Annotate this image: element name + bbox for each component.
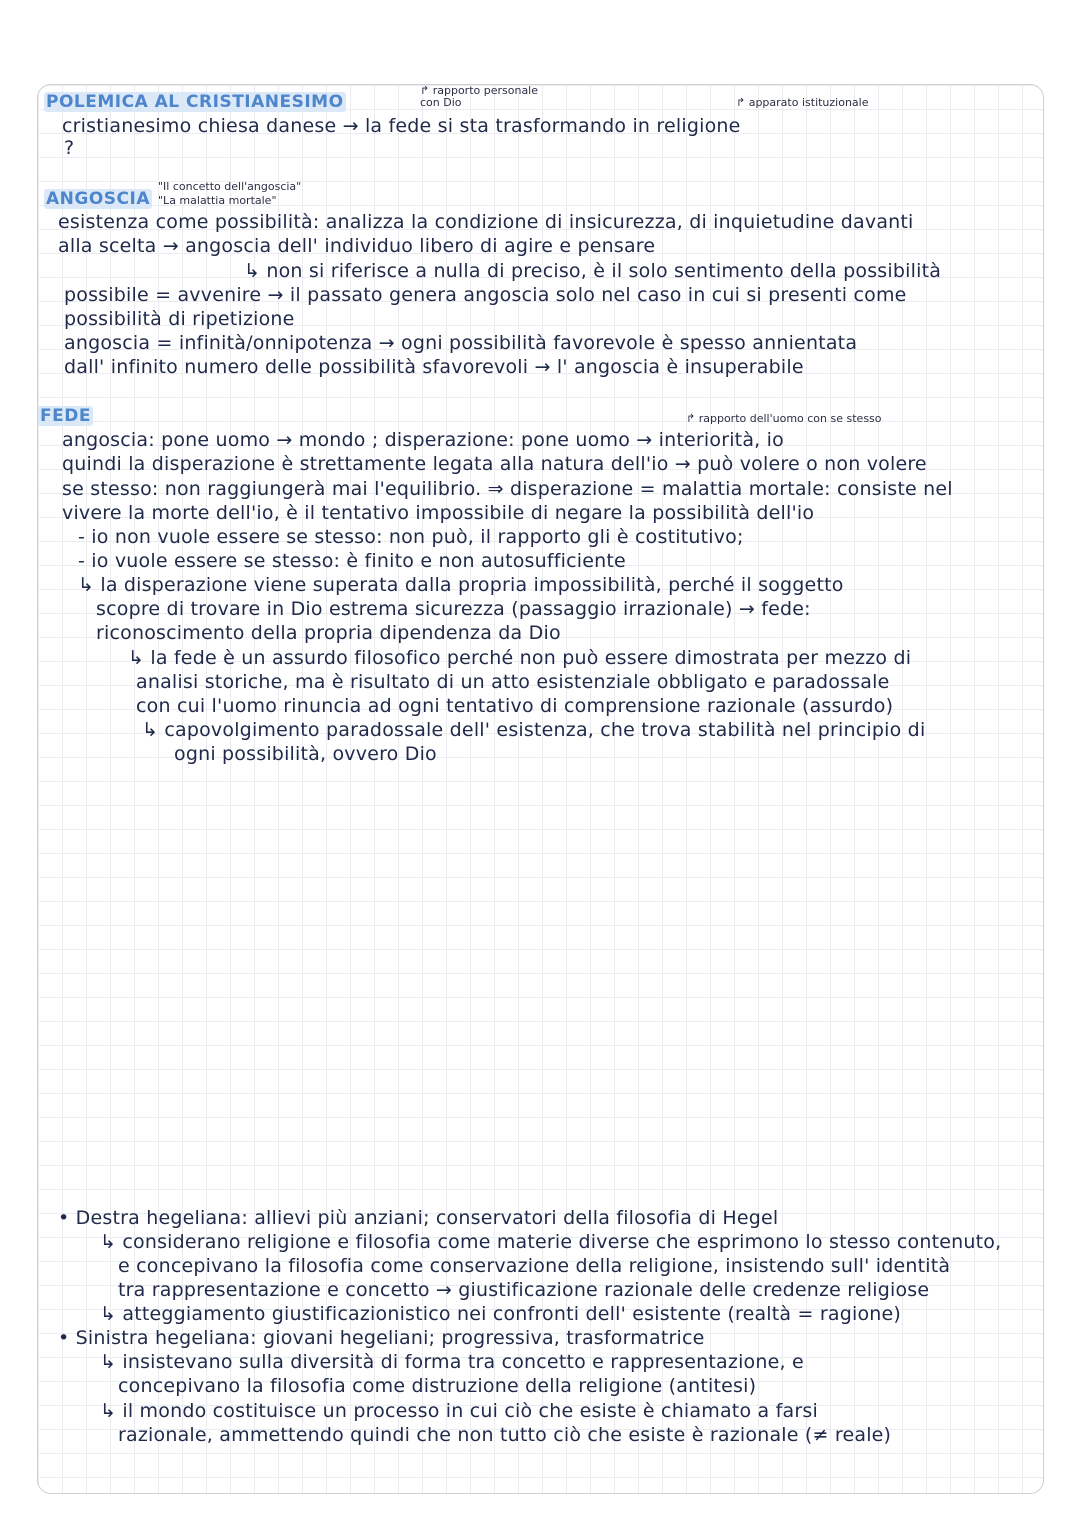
fede-line: analisi storiche, ma è risultato di un atto esistenziale obbligato e paradossale xyxy=(136,671,890,693)
angoscia-line: dall' infinito numero delle possibilità sfavorevoli → l' angoscia è insuperabile xyxy=(64,356,804,378)
fede-line: vivere la morte dell'io, è il tentativo impossibile di negare la possibilità dell'io xyxy=(62,502,815,524)
fede-line: ↳ capovolgimento paradossale dell' esistenza, che trova stabilità nel principio di xyxy=(142,719,926,741)
annotation-work-1: "Il concetto dell'angoscia" xyxy=(158,180,302,193)
fede-line: riconoscimento della propria dipendenza da Dio xyxy=(96,622,561,644)
annotation-self-relation: ↱ rapporto dell'uomo con se stesso xyxy=(686,412,882,425)
notebook-page xyxy=(37,84,1044,1494)
section-title-fede: FEDE xyxy=(40,406,91,426)
hegel-line: • Sinistra hegeliana: giovani hegeliani; progressiva, trasformatrice xyxy=(58,1327,705,1349)
fede-line: angoscia: pone uomo → mondo ; disperazione: pone uomo → interiorità, io xyxy=(62,429,784,451)
angoscia-line: esistenza come possibilità: analizza la condizione di insicurezza, di inquietudine davanti xyxy=(58,211,914,233)
fede-line: con cui l'uomo rinuncia ad ogni tentativo di comprensione razionale (assurdo) xyxy=(136,695,894,717)
hegel-line: concepivano la filosofia come distruzione della religione (antitesi) xyxy=(118,1375,757,1397)
annotation-institution: ↱ apparato istituzionale xyxy=(736,96,869,109)
angoscia-line: alla scelta → angoscia dell' individuo libero di agire e pensare xyxy=(58,235,656,257)
section-title-polemica: POLEMICA AL CRISTIANESIMO xyxy=(46,92,344,112)
hegel-line: ↳ atteggiamento giustificazionistico nei confronti dell' esistente (realtà = ragione) xyxy=(100,1303,902,1325)
annotation-work-2: "La malattia mortale" xyxy=(158,194,277,207)
fede-line: - io non vuole essere se stesso: non può, il rapporto gli è costitutivo; xyxy=(78,526,744,548)
polemica-line: cristianesimo chiesa danese → la fede si sta trasformando in religione xyxy=(62,115,741,137)
hegel-line: ↳ il mondo costituisce un processo in cui ciò che esiste è chiamato a farsi xyxy=(100,1400,818,1422)
hegel-line: razionale, ammettendo quindi che non tutto ciò che esiste è razionale (≠ reale) xyxy=(118,1424,892,1446)
fede-line: se stesso: non raggiungerà mai l'equilibrio. ⇒ disperazione = malattia mortale: consiste nel xyxy=(62,478,953,500)
fede-line: scopre di trovare in Dio estrema sicurezza (passaggio irrazionale) → fede: xyxy=(96,598,811,620)
angoscia-line: angoscia = infinità/onnipotenza → ogni possibilità favorevole è spesso annientata xyxy=(64,332,858,354)
angoscia-line: ↳ non si riferisce a nulla di preciso, è il solo sentimento della possibilità xyxy=(244,260,942,282)
fede-line: - io vuole essere se stesso: è finito e non autosufficiente xyxy=(78,550,626,572)
annotation-personal-relation: ↱ rapporto personale con Dio xyxy=(420,84,539,109)
angoscia-line: possibilità di ripetizione xyxy=(64,308,295,330)
hegel-line: • Destra hegeliana: allievi più anziani; conservatori della filosofia di Hegel xyxy=(58,1207,779,1229)
question-mark: ? xyxy=(64,137,75,159)
fede-line: ↳ la disperazione viene superata dalla propria impossibilità, perché il soggetto xyxy=(78,574,844,596)
hegel-line: tra rappresentazione e concetto → giustificazione razionale delle credenze religiose xyxy=(118,1279,930,1301)
angoscia-line: possibile = avvenire → il passato genera angoscia solo nel caso in cui si presenti come xyxy=(64,284,907,306)
hegel-line: e concepivano la filosofia come conservazione della religione, insistendo sull' identità xyxy=(118,1255,951,1277)
hegel-line: ↳ considerano religione e filosofia come materie diverse che esprimono lo stesso contenuto, xyxy=(100,1231,1002,1253)
fede-line: ↳ la fede è un assurdo filosofico perché non può essere dimostrata per mezzo di xyxy=(128,647,912,669)
fede-line: ogni possibilità, ovvero Dio xyxy=(174,743,437,765)
hegel-line: ↳ insistevano sulla diversità di forma tra concetto e rappresentazione, e xyxy=(100,1351,804,1373)
fede-line: quindi la disperazione è strettamente legata alla natura dell'io → può volere o non volere xyxy=(62,453,927,475)
section-title-angoscia: ANGOSCIA xyxy=(46,189,150,209)
